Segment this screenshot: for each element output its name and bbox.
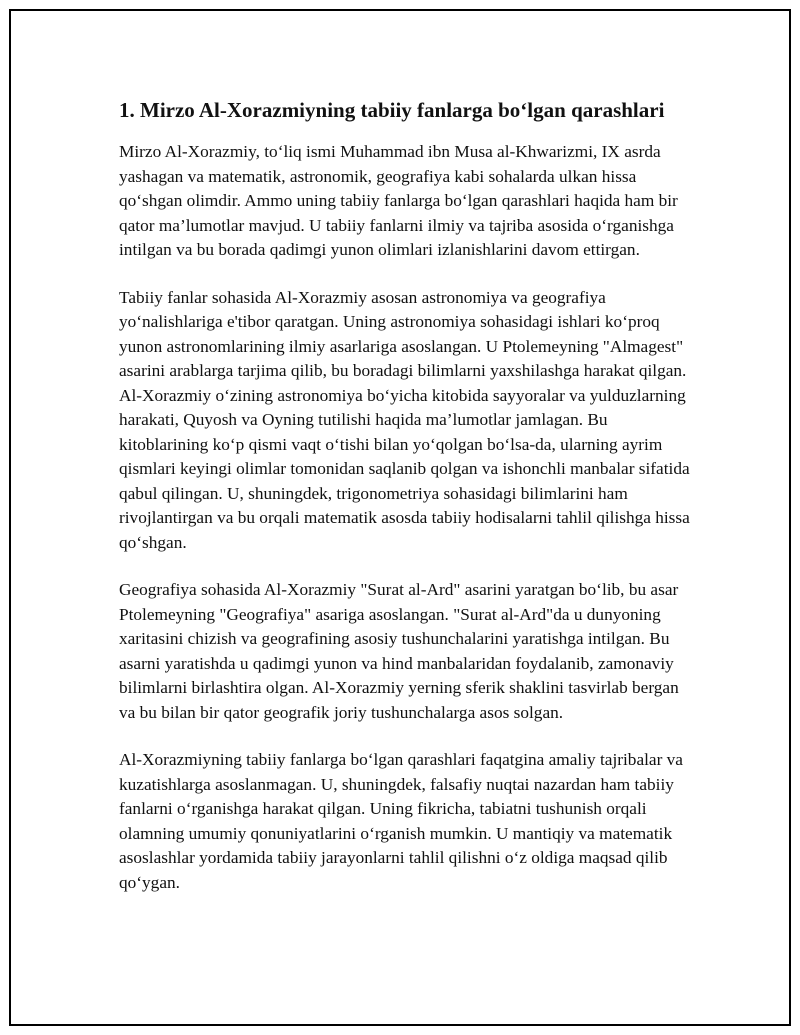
paragraph-philosophy: Al-Xorazmiyning tabiiy fanlarga bo‘lgan qarashlari faqatgina amaliy tajribalar va kuzatishlarga asoslanmagan. U, shuningdek, falsafiy nuqtai nazardan ham tabiiy fanlarni o‘rganishga harakat qilgan. Uning fikricha, tabiatni tushunish orqali olamning umumiy qonuniyatlarini o‘rganish mumkin. U mantiqiy va matematik asoslashlar yordamida tabiiy jarayonlarni tahlil qilishni o‘z oldiga maqsad qilib qo‘ygan.	[119, 750, 683, 892]
section-heading: 1. Mirzo Al-Xorazmiyning tabiiy fanlarga bo‘lgan qarashlari	[119, 98, 665, 122]
paragraph-geography: Geografiya sohasida Al-Xorazmiy "Surat al-Ard" asarini yaratgan bo‘lib, bu asar Ptolemeyning "Geografiya" asariga asoslangan. "Surat al-Ard"da u dunyoning xaritasini chizish va geografining asosiy tushunchalarini yaratishga intilgan. Bu asarni yaratishda u qadimgi yunon va hind manbalaridan foydalanib, zamonaviy bilimlarni birlashtira olgan. Al-Xorazmiy yerning sferik shaklini tasvirlab bergan va bu bilan bir qator geografik joriy tushunchalarga asos solgan.	[119, 580, 679, 722]
paragraph-intro: Mirzo Al-Xorazmiy, to‘liq ismi Muhammad ibn Musa al-Khwarizmi, IX asrda yashagan va matematik, astronomik, geografiya kabi sohalarda ulkan hissa qo‘shgan olimdir. Ammo uning tabiiy fanlarga bo‘lgan qarashlari haqida ham bir qator ma’lumotlar mavjud. U tabiiy fanlarni ilmiy va tajriba asosida o‘rganishga intilgan va bu borada qadimgi yunon olimlari izlanishlarini davom ettirgan.	[119, 142, 678, 259]
paragraph-astronomy: Tabiiy fanlar sohasida Al-Xorazmiy asosan astronomiya va geografiya yo‘nalishlariga e'tibor qaratgan. Uning astronomiya sohasidagi ishlari ko‘proq yunon astronomlarining ilmiy asarlariga asoslangan. U Ptolemeyning "Almagest" asarini arablarga tarjima qilib, bu boradagi bilimlarni yaxshilashga harakat qilgan. Al-Xorazmiy o‘zining astronomiya bo‘yicha kitobida sayyoralar va yulduzlarning harakati, Quyosh va Oyning tutilishi haqida ma’lumotlar jamlagan. Bu kitoblarining ko‘p qismi vaqt o‘tishi bilan yo‘qolgan bo‘lsa-da, ularning ayrim qismlari keyingi olimlar tomonidan saqlanib qolgan va ishonchli manbalar sifatida qabul qilingan. U, shuningdek, trigonometriya sohasidagi bilimlarini ham rivojlantirgan va bu orqali matematik asosda tabiiy hodisalarni tahlil qilishga hissa qo‘shgan.	[119, 287, 690, 552]
document-page	[9, 9, 791, 1026]
document-body	[119, 97, 699, 918]
